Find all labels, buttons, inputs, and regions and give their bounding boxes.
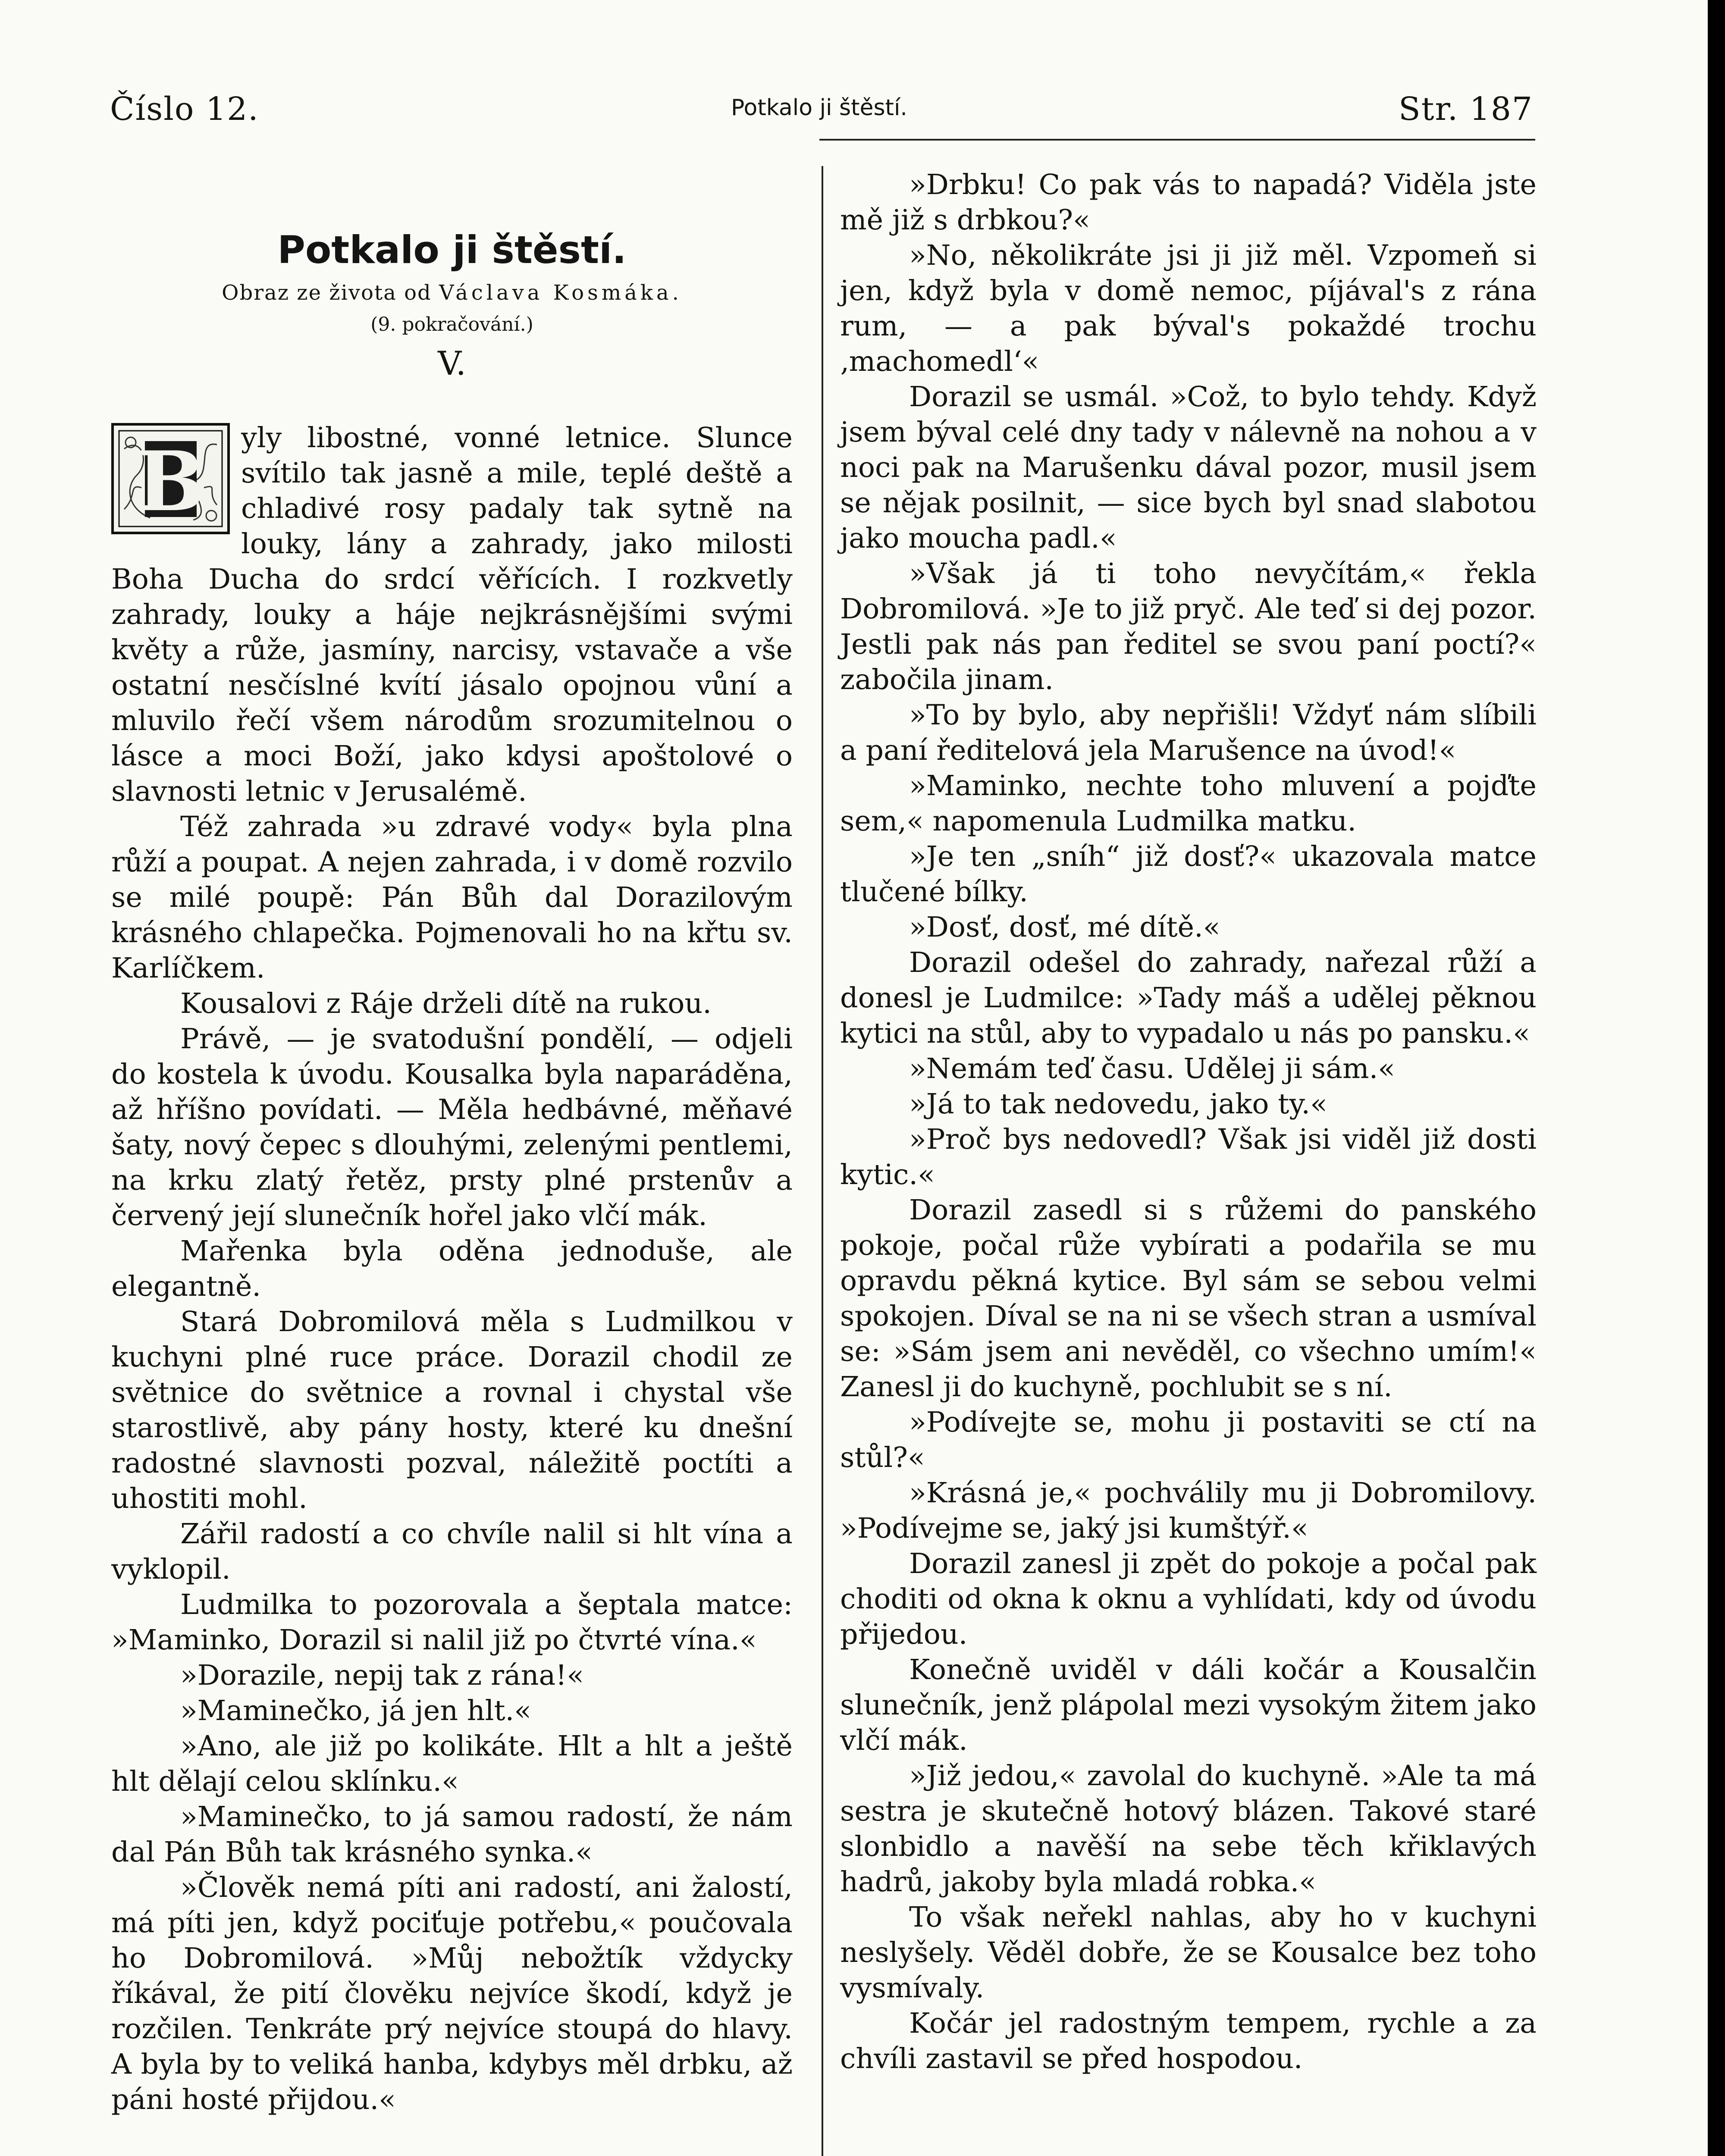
paragraph: »Maminečko, to já samou radostí, že nám dal Pán Bůh tak krásného synka.« [111,1801,793,1868]
paragraph: »Maminko, nechte toho mluvení a pojďte sem,« napomenula Ludmilka matku. [840,770,1537,837]
author-name: Václava Kosmáka. [439,281,682,305]
paragraph: Mařenka byla oděna jednoduše, ale elegantně. [111,1235,793,1303]
paragraph: »Proč bys nedovedl? Však jsi viděl již dosti kytic.« [840,1123,1537,1191]
paragraph: »Člověk nemá píti ani radostí, ani žalostí, má píti jen, když pociťuje potřebu,« poučovala ho Dobromilová. »Můj nebožtík vždycky říkával, že pití člověku nejvíce škodí, když je rozčilen. Tenkráte prý nejvíce stoupá do hlavy. A byla by to veliká hanba, kdybys měl drbku, až páni hosté přijdou.« [111,1871,793,2116]
paragraph: »Podívejte se, mohu ji postaviti se ctí na stůl?« [840,1406,1537,1474]
paragraph: »Drbku! Co pak vás to napadá? Viděla jste mě již s drbkou?« [840,169,1537,236]
paragraph: Zářil radostí a co chvíle nalil si hlt vína a vyklopil. [111,1518,793,1586]
paragraph: »Dorazile, nepij tak z rána!« [180,1659,584,1692]
chapter-number: V. [438,344,466,382]
paragraph: To však neřekl nahlas, aby ho v kuchyni neslyšely. Věděl dobře, že se Kousalce bez toho vysmívaly. [840,1901,1537,2004]
paragraph: Konečně uviděl v dáli kočár a Kousalčin slunečník, jenž plápolal mezi vysokým žitem jako vlčí mák. [840,1654,1537,1757]
paragraph: »Ano, ale již po kolikáte. Hlt a hlt a ještě hlt dělají celou sklínku.« [111,1730,793,1798]
paragraph: Dorazil odešel do zahrady, nařezal růží a donesl je Ludmilce: »Tady máš a udělej pěknou kytici na stůl, aby to vypadalo u nás po pansku.« [840,946,1537,1050]
paragraph: Ludmilka to pozorovala a šeptala matce: »Maminko, Dorazil si nalil již po čtvrté vína.« [111,1589,793,1656]
paragraph: yly libostné, vonné letnice. Slunce svítilo tak jasně a mile, teplé deště a chladivé rosy padaly tak sytně na louky, lány a zahrady, jako milosti Boha Ducha do srdcí věřících. I rozkvetly zahrady, louky a háje nejkrásnějšími svými květy a růže, jasmíny, narcisy, vstavače a vše ostatní nesčíslné kvítí jásalo opojnou vůní a mluvilo řečí všem národům srozumitelnou o lásce a moci Boží, jako kdysi apoštolové o slavnosti letnic v Jerusalémě. [111,422,793,808]
issue-number: Číslo 12. [110,91,259,128]
paragraph: Kočár jel radostným tempem, rychle a za chvíli zastavil se před hospodou. [840,2007,1537,2075]
drop-cap-ornament-icon [111,423,230,534]
column-divider [822,166,823,2156]
header-rule [819,139,1535,141]
drop-cap-letter: B [136,433,206,530]
continuation-note: (9. pokračování.) [370,313,533,335]
article-subtitle [111,281,793,305]
paragraph: »Je ten „sníh“ již dosť?« ukazovala matce tlučené bílky. [840,840,1537,908]
paragraph: Kousalovi z Ráje drželi dítě na rukou. [180,987,712,1020]
paragraph: Právě, — je svatodušní pondělí, — odjeli do kostela k úvodu. Kousalka byla naparáděna, až hříšno povídati. — Měla hedbávné, měňavé šaty, nový čepec s dlouhými, zelenými pentlemi, na krku zlatý řetěz, prsty plné prstenův a červený její slunečník hořel jako vlčí mák. [111,1023,793,1232]
paragraph: Stará Dobromilová měla s Ludmilkou v kuchyni plné ruce práce. Dorazil chodil ze světnice do světnice a rovnal i chystal vše starostlivě, aby pány hosty, které ku dnešní radostné slavnosti pozval, náležitě poctíti a uhostiti mohl. [111,1306,793,1515]
page-number: Str. 187 [1399,91,1533,128]
paragraph: »Však já ti toho nevyčítám,« řekla Dobromilová. »Je to již pryč. Ale teď si dej pozor. Jestli pak nás pan ředitel se svou paní poctí?« zabočila jinam. [840,558,1537,696]
paragraph: »Dosť, dosť, mé dítě.« [909,911,1220,943]
paragraph: Dorazil se usmál. »Což, to bylo tehdy. Když jsem býval celé dny tady v nálevně na nohou a v noci pak na Marušenku dával pozor, musil jsem se nějak posilnit, — sice bych byl snad slabotou jako moucha padl.« [840,381,1537,555]
paragraph: »To by bylo, aby nepřišli! Vždyť nám slíbili a paní ředitelová jela Marušence na úvod!« [840,699,1537,767]
subtitle-prefix: Obraz ze života od [222,281,439,305]
running-title: Potkalo ji štěstí. [731,95,907,121]
paragraph: »Krásná je,« pochválily mu ji Dobromilovy. »Podívejme se, jaký jsi kumštýř.« [840,1477,1537,1545]
paragraph: »Maminečko, já jen hlt.« [180,1695,531,1727]
article-heading [111,216,793,382]
paragraph: »No, několikráte jsi ji již měl. Vzpomeň si jen, když byla v domě nemoc, píjával's z rána rum, — a pak býval's pokaždé trochu ‚machomedl‘« [840,239,1537,378]
scan-edge-right [1708,0,1725,2156]
left-column [111,420,793,2118]
paragraph: »Nemám teď času. Udělej ji sám.« [909,1053,1396,1085]
paragraph: »Již jedou,« zavolal do kuchyně. »Ale ta má sestra je skutečně hotový blázen. Takové staré slonbidlo a navěší na sebe těch křiklavých hadrů, jakoby byla mladá robka.« [840,1760,1537,1898]
right-column [840,167,1537,2077]
paragraph: Též zahrada »u zdravé vody« byla plna růží a poupat. A nejen zahrada, i v domě rozvilo se milé poupě: Pán Bůh dal Dorazilovým krásného chlapečka. Pojmenovali ho na křtu sv. Karlíčkem. [111,811,793,984]
paragraph: »Já to tak nedovedu, jako ty.« [909,1088,1327,1120]
paragraph: Dorazil zasedl si s růžemi do panského pokoje, počal růže vybírati a podařila se mu opravdu pěkná kytice. Byl sám se sebou velmi spokojen. Díval se na ni se všech stran a usmíval se: »Sám jsem ani nevěděl, co všechno umím!« Zanesl ji do kuchyně, pochlubit se s ní. [840,1194,1537,1403]
paragraph: Dorazil zanesl ji zpět do pokoje a počal pak choditi od okna k oknu a vyhlídati, kdy od úvodu přijedou. [840,1548,1537,1651]
article-title: Potkalo ji štěstí. [277,228,627,272]
page-header [110,91,1533,138]
drop-cap-initial [111,423,230,534]
